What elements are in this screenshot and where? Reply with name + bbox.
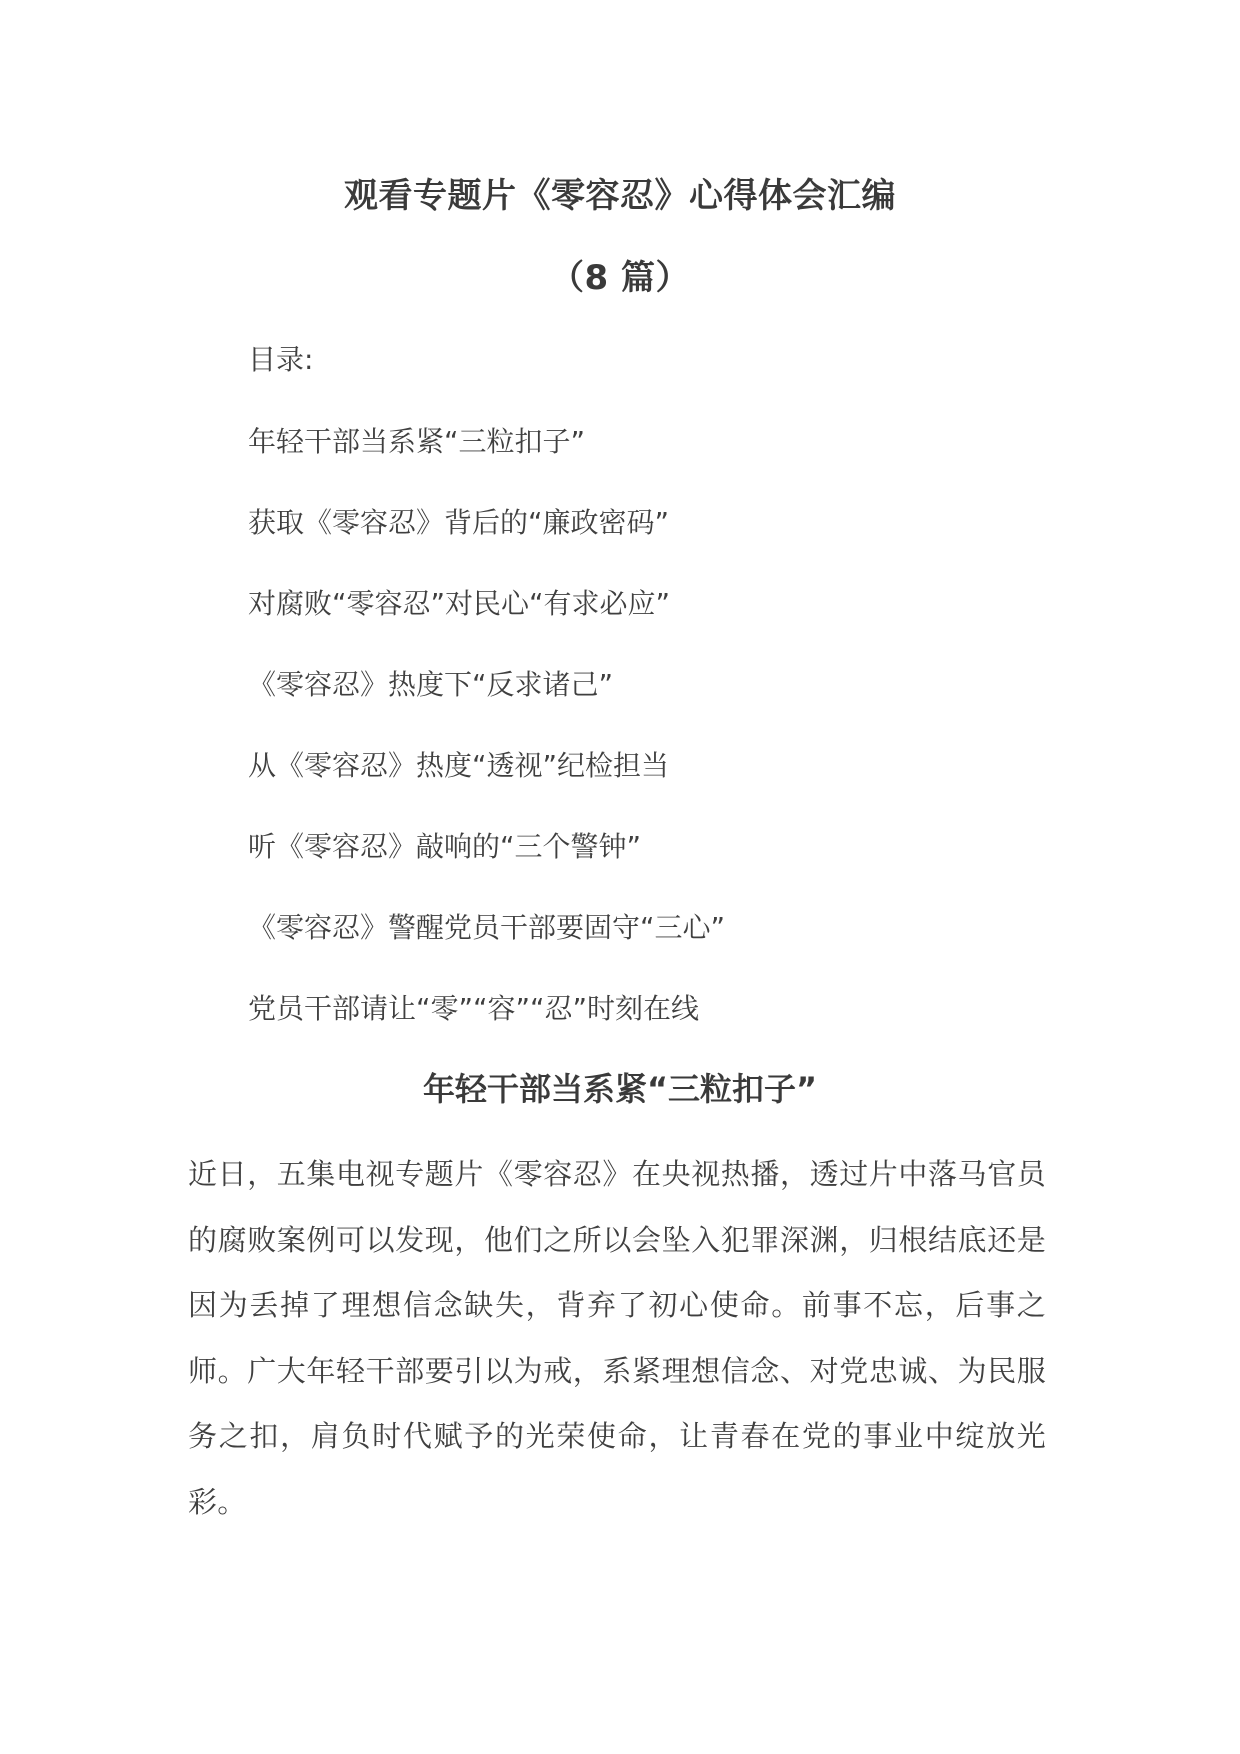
document-title: 观看专题片《零容忍》心得体会汇编 <box>344 176 896 216</box>
toc-item: 对腐败“零容忍”对民心“有求必应” <box>248 587 671 620</box>
toc-item: 听《零容忍》敲响的“三个警钟” <box>248 830 642 863</box>
toc-item: 《零容忍》警醒党员干部要固守“三心” <box>248 911 726 944</box>
toc-item: 年轻干部当系紧“三粒扣子” <box>248 425 586 458</box>
toc-heading: 目录: <box>248 343 314 376</box>
table-of-contents <box>248 424 725 1072</box>
toc-item: 获取《零容忍》背后的“廉政密码” <box>248 506 670 539</box>
toc-item: 从《零容忍》热度“透视”纪检担当 <box>248 749 670 782</box>
section-title: 年轻干部当系紧“三粒扣子” <box>422 1070 818 1108</box>
document-subtitle: （8 篇） <box>550 258 690 298</box>
toc-item: 《零容忍》热度下“反求诸己” <box>248 668 614 701</box>
section-body: 近日，五集电视专题片《零容忍》在央视热播，透过片中落马官员的腐败案例可以发现，他们之所以会坠入犯罪深渊，归根结底还是因为丢掉了理想信念缺失，背弃了初心使命。前事不忘，后事之师。广大年轻干部要引以为戒，系紧理想信念、对党忠诚、为民服务之扣，肩负时代赋予的光荣使命，让青春在党的事业中绽放光彩。 <box>188 1157 1046 1519</box>
toc-item: 党员干部请让“零”“容”“忍”时刻在线 <box>248 992 700 1025</box>
